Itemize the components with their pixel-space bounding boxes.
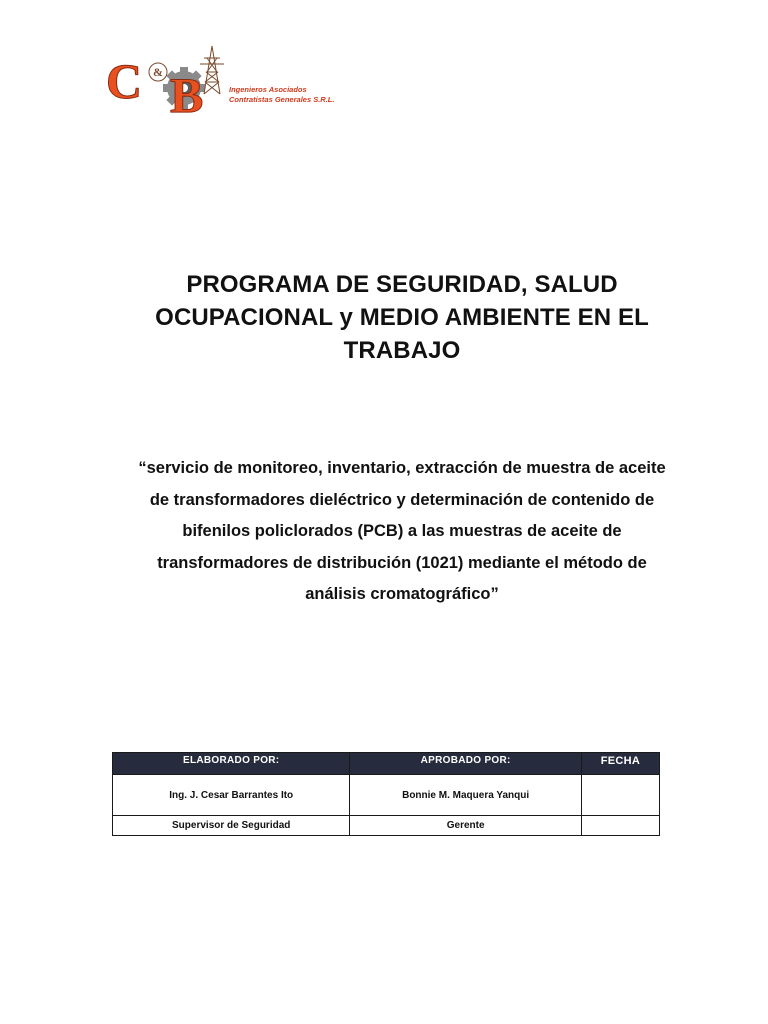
approval-table <box>112 752 660 836</box>
table-row-roles <box>113 816 660 836</box>
header-prepared-by: ELABORADO POR: <box>113 753 350 775</box>
logo-letter-b: B <box>170 67 204 118</box>
prepared-by-role: Supervisor de Seguridad <box>113 816 350 836</box>
company-logo <box>104 42 344 118</box>
date-role-cell <box>581 816 659 836</box>
company-name <box>229 85 334 105</box>
service-description: “servicio de monitoreo, inventario, extracción de muestra de aceite de transformadores dieléctrico y determinación de contenido de bifenilos policlorados (PCB) a las muestras de aceite de transformadores de distribución (1021) mediante el método de análisis cromatográfico” <box>138 459 666 603</box>
logo-ampersand: & <box>153 65 163 79</box>
table-row-names <box>113 775 660 816</box>
prepared-by-name: Ing. J. Cesar Barrantes Ito <box>113 775 350 816</box>
approval-table-header <box>113 753 660 775</box>
company-logo-mark <box>104 42 344 118</box>
company-name-line1: Ingenieros Asociados <box>229 85 307 94</box>
company-name-line2: Contratistas Generales S.R.L. <box>229 95 335 104</box>
approved-by-role: Gerente <box>350 816 581 836</box>
approved-by-name: Bonnie M. Maquera Yanqui <box>350 775 581 816</box>
document-title: PROGRAMA DE SEGURIDAD, SALUD OCUPACIONAL y MEDIO AMBIENTE EN EL TRABAJO <box>155 271 649 364</box>
logo-letter-c: C <box>106 53 143 109</box>
date-value <box>581 775 659 816</box>
header-date: FECHA <box>581 753 659 775</box>
header-approved-by: APROBADO POR: <box>350 753 581 775</box>
